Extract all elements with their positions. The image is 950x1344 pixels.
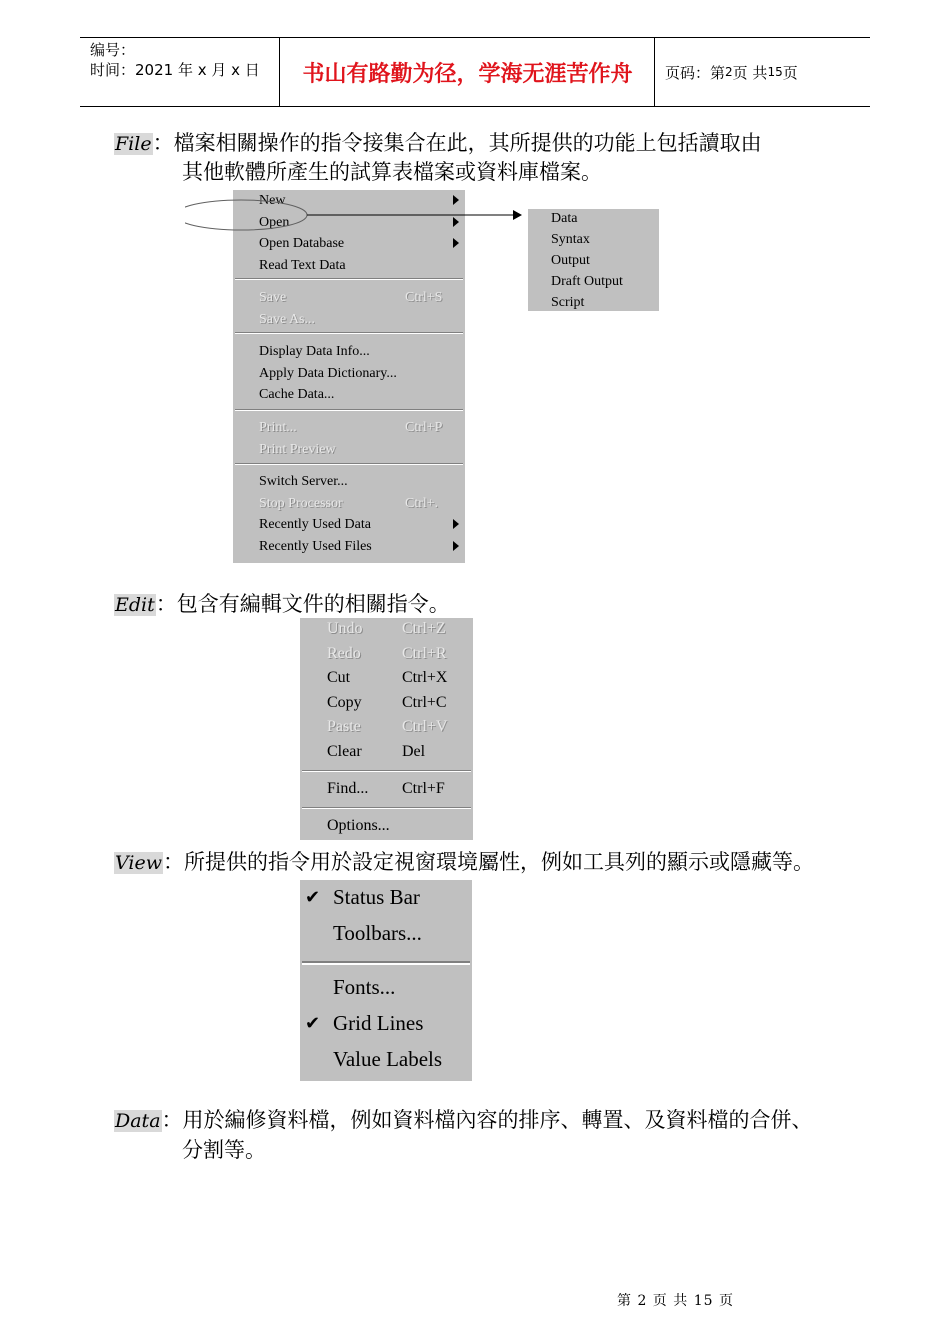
edit-paragraph bbox=[114, 590, 450, 620]
menu-item-label: Recently Used Data bbox=[259, 517, 371, 532]
file-menu-item-cache-data[interactable] bbox=[233, 387, 465, 407]
page-header bbox=[80, 37, 870, 107]
submenu-arrow-icon bbox=[453, 238, 459, 248]
open-highlight-ellipse bbox=[185, 200, 307, 230]
menu-item-label: Status Bar bbox=[333, 885, 420, 909]
menu-item-label: Save bbox=[259, 290, 287, 305]
menu-item-label: Syntax bbox=[551, 232, 590, 247]
menu-item-shortcut: Ctrl+S bbox=[405, 290, 443, 305]
file-text-line2: 其他軟體所產生的試算表檔案或資料庫檔案。 bbox=[182, 160, 602, 184]
file-menu-item-switch-server[interactable] bbox=[233, 474, 465, 494]
open-submenu-item-draft-output[interactable] bbox=[528, 274, 659, 294]
menu-item-shortcut: Ctrl+C bbox=[402, 694, 447, 711]
menu-item-shortcut: Del bbox=[402, 743, 426, 760]
file-keyword: File bbox=[115, 133, 152, 155]
edit-keyword: Edit bbox=[115, 594, 155, 616]
page-suffix: 页 bbox=[782, 63, 798, 82]
menu-separator bbox=[235, 278, 463, 280]
menu-separator bbox=[235, 409, 463, 411]
edit-text: ：包含有編輯文件的相關指令。 bbox=[155, 592, 450, 616]
open-submenu-item-script[interactable] bbox=[528, 295, 659, 315]
checkmark-icon: ✔ bbox=[305, 887, 321, 908]
file-menu-item-stop-processor bbox=[233, 496, 465, 516]
menu-item-label: Grid Lines bbox=[333, 1011, 424, 1035]
submenu-arrow-icon bbox=[453, 541, 459, 551]
page-total: 15 bbox=[767, 65, 783, 79]
menu-item-label: Find... bbox=[327, 780, 369, 797]
submenu-arrow-head bbox=[513, 210, 522, 220]
file-menu-item-recently-used-files[interactable] bbox=[233, 539, 465, 559]
menu-item-shortcut: Ctrl+R bbox=[402, 645, 447, 662]
menu-item-label: Print... bbox=[259, 420, 297, 435]
view-text: ：所提供的指令用於設定視窗環境屬性，例如工具列的顯示或隱藏等。 bbox=[162, 850, 814, 874]
data-keyword: Data bbox=[115, 1110, 161, 1132]
edit-menu-item-copy[interactable] bbox=[300, 694, 473, 716]
menu-separator bbox=[302, 807, 471, 809]
menu-item-label: Open Database bbox=[259, 236, 345, 251]
open-submenu-item-output[interactable] bbox=[528, 253, 659, 273]
menu-item-label: Recently Used Files bbox=[259, 539, 372, 554]
open-submenu bbox=[528, 209, 659, 311]
view-menu-item-fonts[interactable] bbox=[300, 975, 472, 1003]
file-menu-item-save-as bbox=[233, 312, 465, 332]
menu-item-shortcut: Ctrl+P bbox=[405, 420, 443, 435]
menu-separator bbox=[302, 961, 470, 965]
menu-item-label: Switch Server... bbox=[259, 474, 348, 489]
file-menu-item-apply-data-dictionary[interactable] bbox=[233, 366, 465, 386]
file-menu-item-print-preview bbox=[233, 442, 465, 462]
edit-menu-item-options[interactable] bbox=[300, 817, 473, 839]
view-menu-item-status-bar[interactable] bbox=[300, 885, 472, 913]
menu-item-label: Copy bbox=[327, 694, 362, 711]
view-menu-item-toolbars[interactable] bbox=[300, 921, 472, 949]
view-keyword: View bbox=[115, 852, 162, 874]
menu-item-label: Options... bbox=[327, 817, 390, 834]
file-paragraph-line1 bbox=[114, 129, 762, 159]
menu-item-label: Read Text Data bbox=[259, 258, 346, 273]
file-menu-item-print bbox=[233, 420, 465, 440]
menu-item-label: Cut bbox=[327, 669, 351, 686]
data-text-line2: 分割等。 bbox=[182, 1138, 266, 1162]
edit-menu-item-paste bbox=[300, 718, 473, 740]
menu-separator bbox=[235, 463, 463, 465]
menu-item-shortcut: Ctrl+V bbox=[402, 718, 448, 735]
menu-item-label: Clear bbox=[327, 743, 362, 760]
edit-menu-item-undo bbox=[300, 620, 473, 642]
menu-item-label: Redo bbox=[327, 645, 361, 662]
page-prefix: 页码：第 bbox=[665, 63, 726, 82]
submenu-arrow-icon bbox=[453, 519, 459, 529]
file-menu bbox=[233, 190, 465, 563]
view-menu-item-value-labels[interactable] bbox=[300, 1047, 472, 1075]
menu-item-label: Stop Processor bbox=[259, 496, 343, 511]
edit-menu bbox=[300, 618, 473, 840]
open-callout-overlay bbox=[185, 195, 530, 235]
page-mid: 页 共 bbox=[732, 63, 768, 82]
menu-item-label: Data bbox=[551, 211, 578, 226]
menu-item-shortcut: Ctrl+X bbox=[402, 669, 448, 686]
menu-item-label: Print Preview bbox=[259, 442, 336, 457]
file-menu-item-display-data-info[interactable] bbox=[233, 344, 465, 364]
menu-separator bbox=[302, 770, 471, 772]
menu-item-label: Cache Data... bbox=[259, 387, 335, 402]
page-footer: 第 2 页 共 15 页 bbox=[617, 1293, 734, 1309]
data-text-line1: ：用於編修資料檔，例如資料檔內容的排序、轉置、及資料檔的合併、 bbox=[161, 1108, 813, 1132]
menu-item-label: Value Labels bbox=[333, 1047, 443, 1071]
view-paragraph bbox=[114, 848, 814, 878]
view-menu-item-grid-lines[interactable] bbox=[300, 1011, 472, 1039]
menu-item-shortcut: Ctrl+Z bbox=[402, 620, 446, 637]
open-submenu-item-syntax[interactable] bbox=[528, 232, 659, 252]
menu-separator bbox=[235, 332, 463, 334]
menu-item-label: Fonts... bbox=[333, 975, 396, 999]
header-page-info bbox=[655, 38, 870, 106]
file-text-line1: ：檔案相關操作的指令接集合在此，其所提供的功能上包括讀取由 bbox=[152, 131, 762, 155]
header-meta bbox=[80, 38, 280, 106]
menu-item-label: Draft Output bbox=[551, 274, 623, 289]
menu-item-label: Apply Data Dictionary... bbox=[259, 366, 397, 381]
file-menu-item-recently-used-data[interactable] bbox=[233, 517, 465, 537]
checkmark-icon: ✔ bbox=[305, 1013, 321, 1034]
menu-item-label: Display Data Info... bbox=[259, 344, 370, 359]
menu-item-label: Undo bbox=[327, 620, 363, 637]
menu-item-shortcut: Ctrl+F bbox=[402, 780, 445, 797]
page-number: 2 bbox=[725, 65, 733, 79]
file-menu-item-read-text-data[interactable] bbox=[233, 258, 465, 278]
menu-item-label: Save As... bbox=[259, 312, 315, 327]
menu-item-label: Open bbox=[259, 215, 290, 230]
file-menu-item-save bbox=[233, 290, 465, 310]
number-label: 编号： bbox=[90, 41, 136, 59]
time-label: 时间：2021 年 x 月 x 日 bbox=[90, 61, 260, 79]
menu-item-label: Script bbox=[551, 295, 585, 310]
menu-item-label: Output bbox=[551, 253, 590, 268]
edit-menu-item-clear[interactable] bbox=[300, 743, 473, 765]
edit-menu-item-cut[interactable] bbox=[300, 669, 473, 691]
menu-item-label: Paste bbox=[327, 718, 361, 735]
menu-item-shortcut: Ctrl+. bbox=[405, 496, 439, 511]
view-menu bbox=[300, 880, 472, 1081]
edit-menu-item-redo bbox=[300, 645, 473, 667]
file-menu-item-open-database[interactable] bbox=[233, 236, 465, 256]
menu-item-label: New bbox=[259, 193, 286, 208]
menu-item-label: Toolbars... bbox=[333, 921, 422, 945]
edit-menu-item-find[interactable] bbox=[300, 780, 473, 802]
data-paragraph-line1 bbox=[114, 1106, 813, 1136]
open-submenu-item-data[interactable] bbox=[528, 211, 659, 231]
header-motto: 书山有路勤为径，学海无涯苦作舟 bbox=[281, 38, 655, 106]
